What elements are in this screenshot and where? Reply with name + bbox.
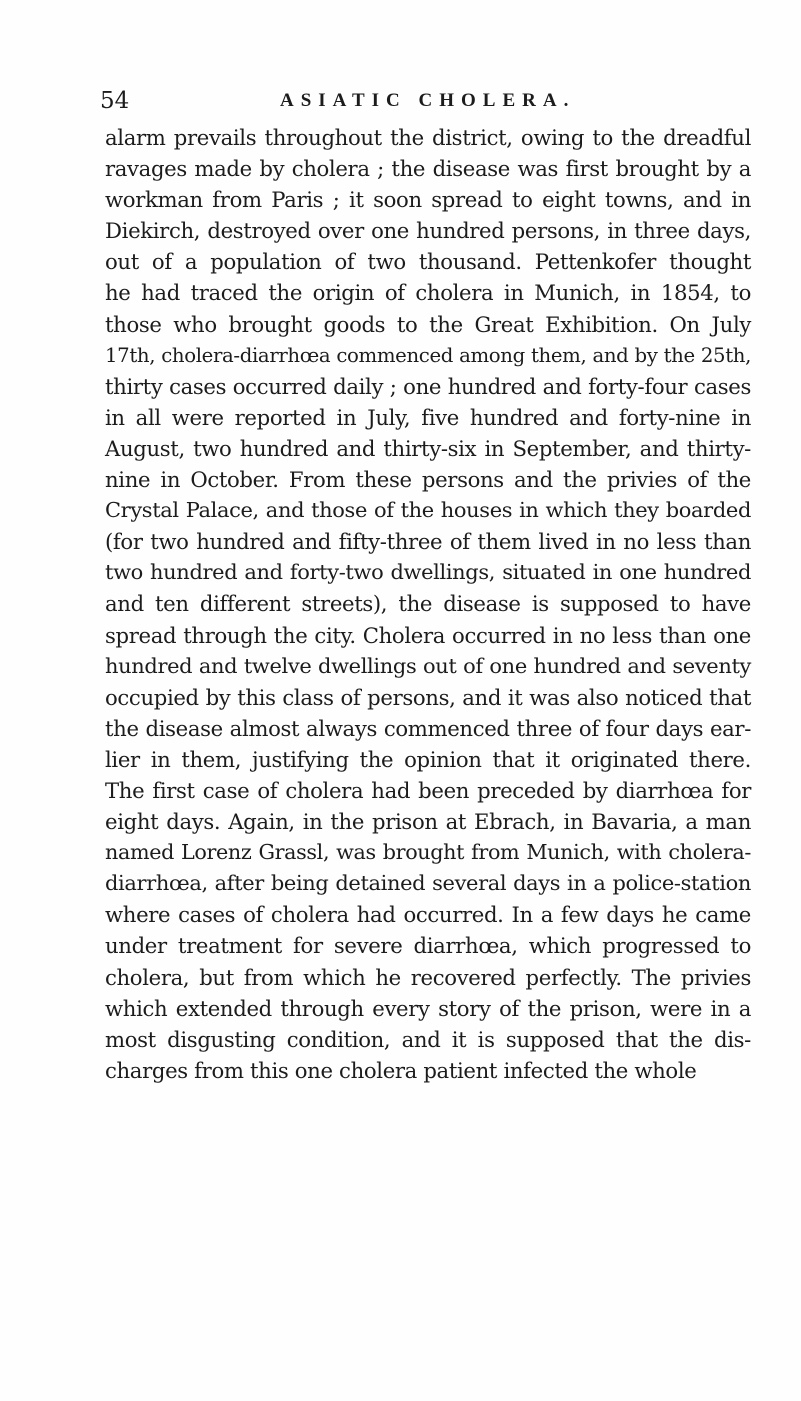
text-line: cholera, but from which he recovered perfectly. The privies xyxy=(105,964,751,990)
text-line: lier in them, justifying the opinion that it originated there. xyxy=(105,746,751,772)
text-line: hundred and twelve dwellings out of one hundred and seventy xyxy=(105,653,751,678)
text-line: alarm prevails throughout the district, owing to the dreadful xyxy=(105,125,751,150)
text-line: ravages made by cholera ; the disease was first brought by a xyxy=(105,156,751,182)
text-line: thirty cases occurred daily ; one hundred and forty-four cases xyxy=(105,373,751,399)
text-line: where cases of cholera had occurred. In a few days he came xyxy=(105,902,751,928)
text-line: The first case of cholera had been preceded by diarrhœa for xyxy=(105,777,751,803)
text-line: eight days. Again, in the prison at Ebrach, in Bavaria, a man xyxy=(105,809,751,835)
text-line: nine in October. From these persons and the privies of the xyxy=(105,467,751,493)
text-line: under treatment for severe diarrhœa, which progressed to xyxy=(105,933,751,959)
text-line: and ten different streets), the disease is supposed to have xyxy=(105,591,751,617)
text-line: most disgusting condition, and it is supposed that the dis- xyxy=(105,1026,751,1052)
text-line: (for two hundred and fifty-three of them lived in no less than xyxy=(105,529,751,555)
text-line: in all were reported in July, five hundred and forty-nine in xyxy=(105,404,751,430)
text-line: spread through the city. Cholera occurred in no less than one xyxy=(105,622,751,648)
text-line: Crystal Palace, and those of the houses in which they boarded xyxy=(105,498,751,523)
body-text xyxy=(105,122,751,1086)
text-line: named Lorenz Grassl, was brought from Munich, with cholera- xyxy=(105,840,751,865)
text-line: two hundred and forty-two dwellings, situated in one hundred xyxy=(105,560,751,585)
text-line: out of a population of two thousand. Pettenkofer thought xyxy=(105,249,751,275)
text-line: he had traced the origin of cholera in Munich, in 1854, to xyxy=(105,280,751,306)
text-line: 17th, cholera-diarrhœa commenced among them, and by the 25th, xyxy=(105,343,751,367)
text-line: occupied by this class of persons, and it was also noticed that xyxy=(105,684,751,710)
text-line: the disease almost always commenced three of four days ear- xyxy=(105,715,751,741)
text-line: Diekirch, destroyed over one hundred persons, in three days, xyxy=(105,218,751,244)
text-line: charges from this one cholera patient infected the whole xyxy=(105,1057,697,1083)
text-line: workman from Paris ; it soon spread to eight towns, and in xyxy=(105,187,751,213)
text-line: those who brought goods to the Great Exhibition. On July xyxy=(105,311,751,337)
running-title: ASIATIC CHOLERA. xyxy=(280,90,576,111)
text-line: August, two hundred and thirty-six in September, and thirty- xyxy=(105,435,751,461)
page-number: 54 xyxy=(100,88,130,114)
text-line: which extended through every story of the prison, were in a xyxy=(105,995,751,1021)
text-line: diarrhœa, after being detained several days in a police-station xyxy=(105,871,751,896)
page-header xyxy=(100,86,730,116)
